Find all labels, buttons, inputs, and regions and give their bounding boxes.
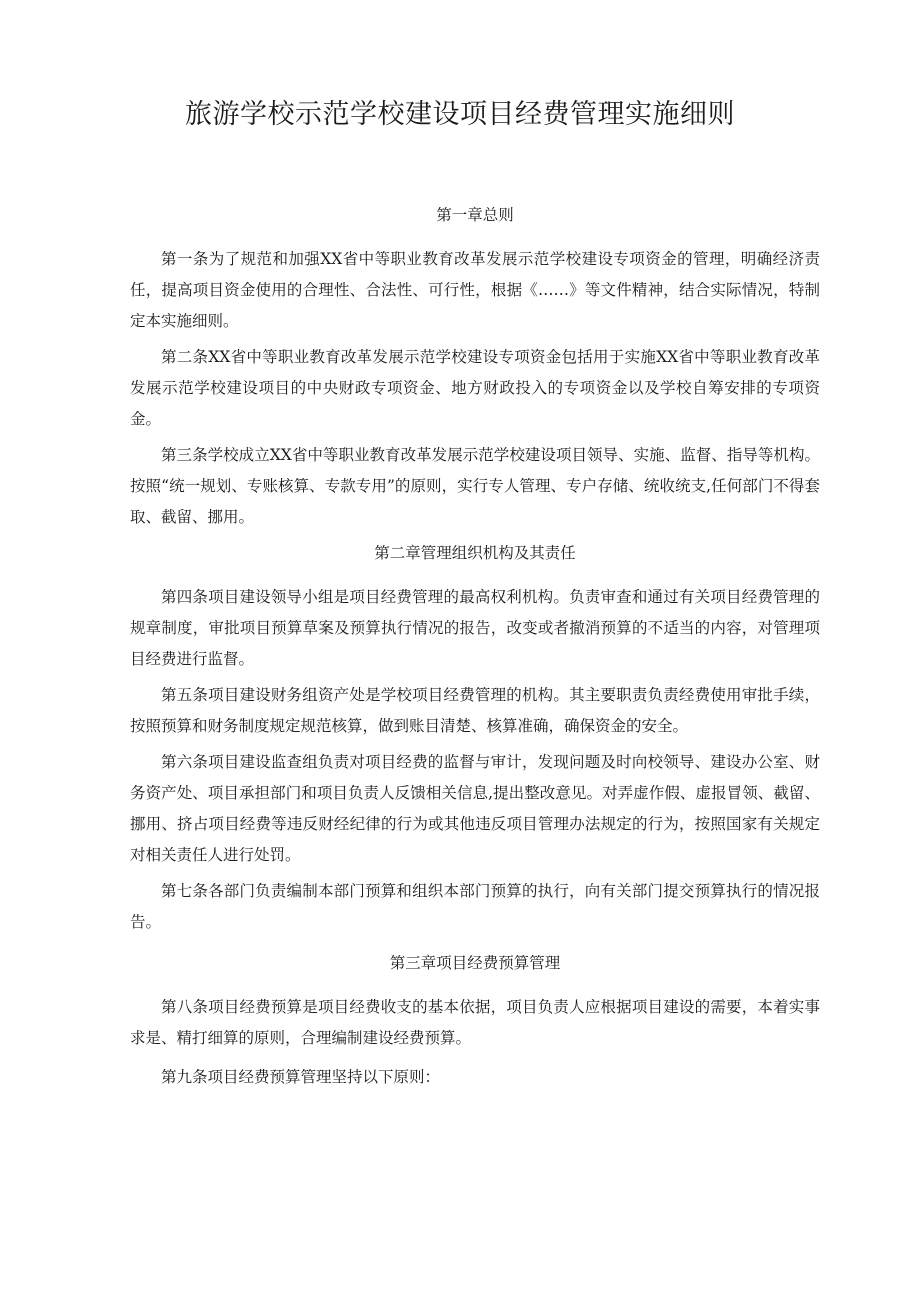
article-paragraph: 第七条各部门负责编制本部门预算和组织本部门预算的执行，向有关部门提交预算执行的情况报告。 (130, 882, 820, 931)
article-paragraph: 第一条为了规范和加强XX省中等职业教育改革发展示范学校建设专项资金的管理，明确经济责任，提高项目资金使用的合理性、合法性、可行性，根据《……》等文件精神，结合实际情况，特制定本实施细则。 (130, 250, 820, 330)
chapter-heading: 第一章总则 (436, 206, 514, 224)
article-paragraph: 第四条项目建设领导小组是项目经费管理的最高权利机构。负责审查和通过有关项目经费管理的规章制度，审批项目预算草案及预算执行情况的报告，改变或者撤消预算的不适当的内容，对管理项目经费进行监督。 (130, 588, 820, 668)
article-paragraph: 第二条XX省中等职业教育改革发展示范学校建设专项资金包括用于实施XX省中等职业教育改革发展示范学校建设项目的中央财政专项资金、地方财政投入的专项资金以及学校自筹安排的专项资金。 (130, 348, 820, 428)
article-paragraph: 第六条项目建设监查组负责对项目经费的监督与审计，发现问题及时向校领导、建设办公室、财务资产处、项目承担部门和项目负责人反馈相关信息,提出整改意见。对弄虚作假、虚报冒领、截留、挪用、挤占项目经费等违反财经纪律的行为或其他违反项目管理办法规定的行为，按照国家有关规定对相关责任人进行处罚。 (130, 753, 820, 864)
article-paragraph: 第三条学校成立XX省中等职业教育改革发展示范学校建设项目领导、实施、监督、指导等机构。按照“统一规划、专账核算、专款专用”的原则，实行专人管理、专户存储、统收统支,任何部门不得套取、截留、挪用。 (130, 446, 820, 526)
document-body (130, 200, 820, 1098)
chapter-heading: 第二章管理组织机构及其责任 (374, 544, 576, 562)
chapter-heading: 第三章项目经费预算管理 (389, 954, 561, 972)
article-paragraph: 第九条项目经费预算管理坚持以下原则： (161, 1068, 441, 1086)
article-paragraph: 第八条项目经费预算是项目经费收支的基本依据，项目负责人应根据项目建设的需要，本着实事求是、精打细算的原则，合理编制建设经费预算。 (130, 998, 820, 1047)
document-title: 旅游学校示范学校建设项目经费管理实施细则 (185, 99, 735, 130)
article-paragraph: 第五条项目建设财务组资产处是学校项目经费管理的机构。其主要职责负责经费使用审批手续，按照预算和财务制度规定规范核算，做到账目清楚、核算准确，确保资金的安全。 (130, 686, 820, 735)
